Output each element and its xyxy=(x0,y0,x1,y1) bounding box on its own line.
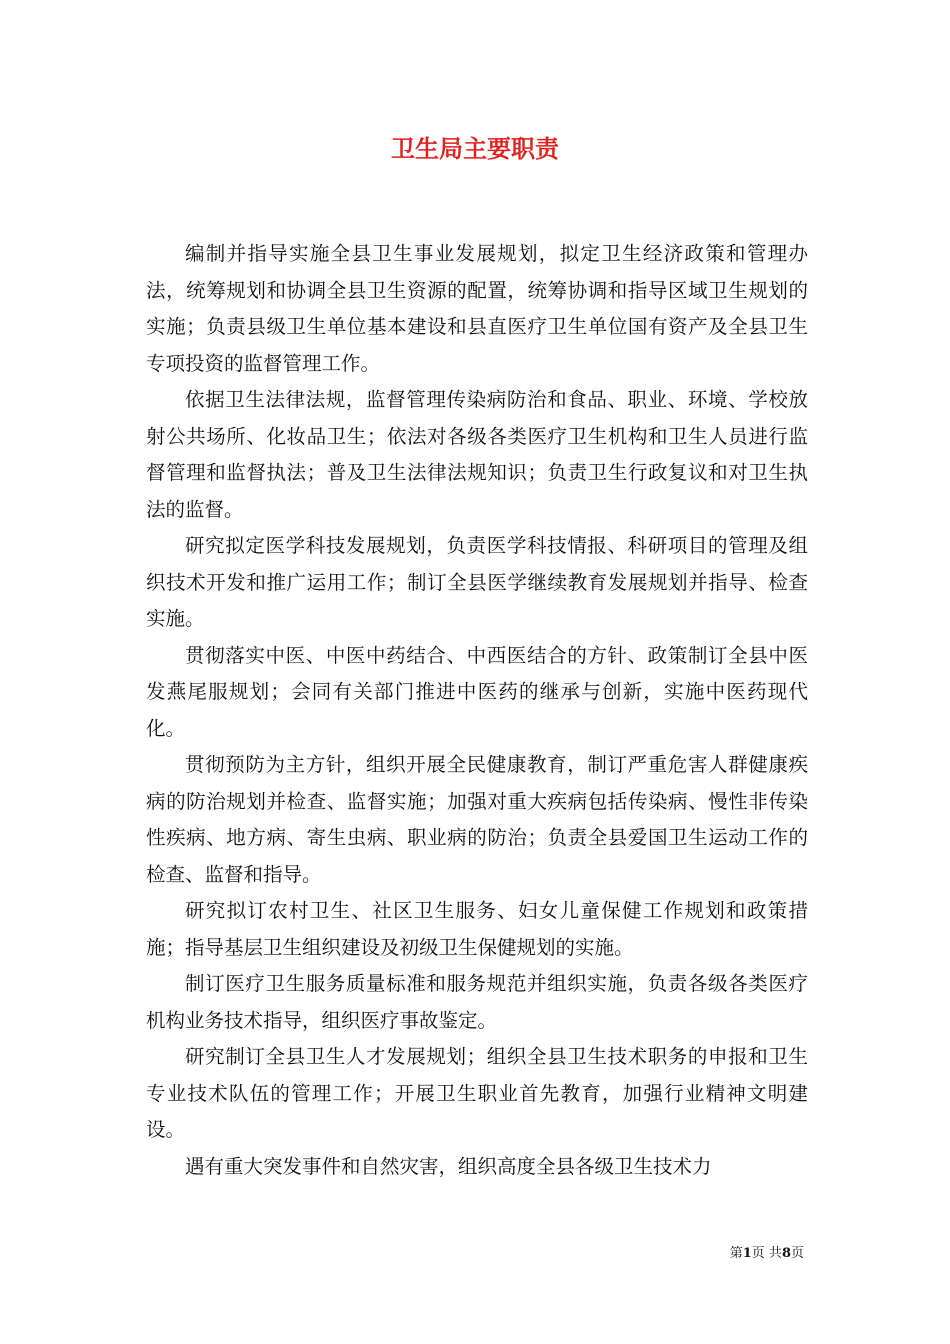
paragraph: 研究制订全县卫生人才发展规划；组织全县卫生技术职务的申报和卫生专业技术队伍的管理工作；开展卫生职业首先教育，加强行业精神文明建设。 xyxy=(146,1045,808,1141)
footer-middle: 页 共 xyxy=(751,1246,782,1261)
document-body xyxy=(146,236,808,1185)
page-number-footer xyxy=(730,1245,804,1263)
current-page-number: 1 xyxy=(742,1246,752,1261)
total-pages-number: 8 xyxy=(781,1246,791,1261)
paragraph: 依据卫生法律法规，监督管理传染病防治和食品、职业、环境、学校放射公共场所、化妆品卫生；依法对各级各类医疗卫生机构和卫生人员进行监督管理和监督执法；普及卫生法律法规知识；负责卫生行政复议和对卫生执法的监督。 xyxy=(146,388,808,521)
paragraph: 制订医疗卫生服务质量标准和服务规范并组织实施，负责各级各类医疗机构业务技术指导，组织医疗事故鉴定。 xyxy=(146,972,808,1032)
paragraph: 贯彻预防为主方针，组织开展全民健康教育，制订严重危害人群健康疾病的防治规划并检查、监督实施；加强对重大疾病包括传染病、慢性非传染性疾病、地方病、寄生虫病、职业病的防治；负责全县爱国卫生运动工作的检查、监督和指导。 xyxy=(146,753,808,886)
footer-suffix: 页 xyxy=(790,1246,804,1261)
document-title: 卫生局主要职责 xyxy=(391,134,559,163)
footer-prefix: 第 xyxy=(729,1246,743,1261)
paragraph: 遇有重大突发事件和自然灾害，组织高度全县各级卫生技术力 xyxy=(185,1154,712,1178)
paragraph: 研究拟订农村卫生、社区卫生服务、妇女儿童保健工作规划和政策措施；指导基层卫生组织建设及初级卫生保健规划的实施。 xyxy=(146,899,808,959)
paragraph: 编制并指导实施全县卫生事业发展规划，拟定卫生经济政策和管理办法，统筹规划和协调全县卫生资源的配置，统筹协调和指导区域卫生规划的实施；负责县级卫生单位基本建设和县直医疗卫生单位国有资产及全县卫生专项投资的监督管理工作。 xyxy=(146,242,808,375)
paragraph: 研究拟定医学科技发展规划，负责医学科技情报、科研项目的管理及组织技术开发和推广运用工作；制订全县医学继续教育发展规划并指导、检查实施。 xyxy=(146,534,808,630)
paragraph: 贯彻落实中医、中医中药结合、中西医结合的方针、政策制订全县中医发燕尾服规划；会同有关部门推进中医药的继承与创新，实施中医药现代化。 xyxy=(146,643,808,740)
